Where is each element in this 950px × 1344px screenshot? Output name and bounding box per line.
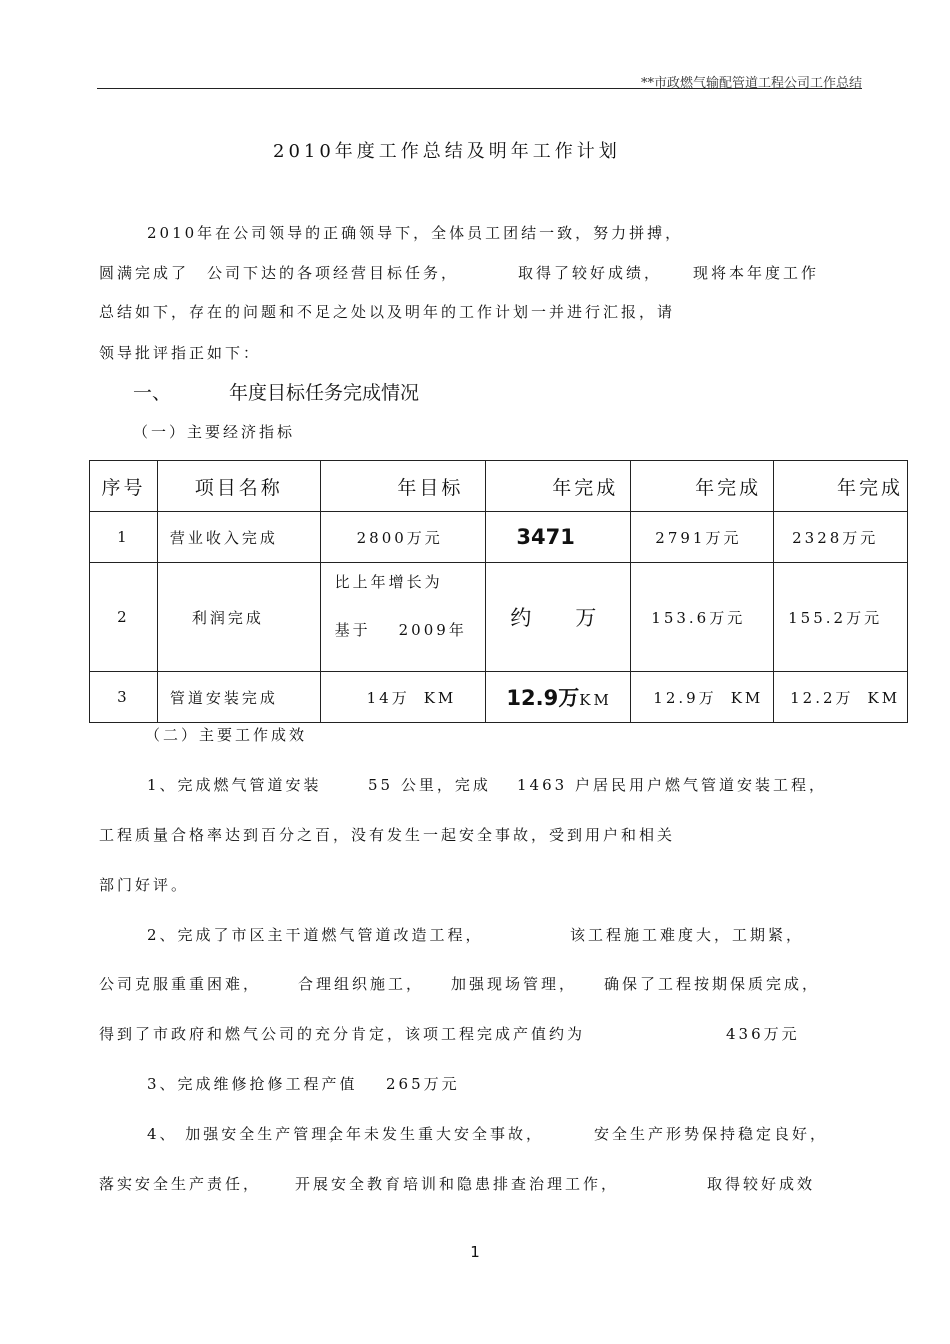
para-2f: 确保了工程按期保质完成， bbox=[604, 975, 821, 993]
completed-value: 12.9万 KM bbox=[631, 672, 774, 723]
target-value bbox=[320, 563, 486, 672]
target-line-2: 基于 2009年 bbox=[334, 621, 467, 639]
header-cell: 项目名称 bbox=[157, 461, 320, 512]
para-2d: 合理组织施工， bbox=[298, 975, 425, 993]
intro-line-2c: 取得了较好成绩， bbox=[518, 264, 663, 282]
row-number: 3 bbox=[90, 672, 158, 723]
completed-value: 12.9万KM bbox=[486, 672, 631, 723]
row-number: 2 bbox=[90, 563, 158, 672]
completed-value: 155.2万元 bbox=[774, 563, 908, 672]
completed-value: 12.2万 KM bbox=[774, 672, 908, 723]
para-2e: 加强现场管理， bbox=[451, 975, 578, 993]
target-value: 2800万元 bbox=[320, 512, 486, 563]
subsection-heading-1: （一）主要经济指标 bbox=[133, 423, 296, 441]
para-1d: 工程质量合格率达到百分之百，没有发生一起安全事故，受到用户和相关 bbox=[99, 826, 676, 844]
para-4e: 开展安全教育培训和隐患排查治理工作， bbox=[295, 1175, 620, 1193]
table-row bbox=[90, 672, 908, 723]
para-4d: 落实安全生产责任， bbox=[99, 1175, 262, 1193]
para-4c: 安全生产形势保持稳定良好， bbox=[594, 1125, 829, 1143]
intro-line-1: 2010年在公司领导的正确领导下，全体员工团结一致，努力拼搏， bbox=[147, 224, 684, 242]
para-2a: 2、完成了市区主干道燃气管道改造工程， bbox=[147, 926, 484, 944]
para-3a: 3、完成维修抢修工程产值 bbox=[147, 1075, 358, 1093]
intro-line-4: 领导批评指正如下： bbox=[99, 344, 262, 362]
completed-value-bold: 3471 bbox=[516, 525, 575, 549]
para-2h: 436万元 bbox=[726, 1025, 800, 1043]
intro-line-2a: 圆满完成了 bbox=[99, 264, 190, 282]
item-name: 营业收入完成 bbox=[157, 512, 320, 563]
completed-value bbox=[486, 512, 631, 563]
completed-value: 2328万元 bbox=[774, 512, 908, 563]
para-1a: 1、完成燃气管道安装 bbox=[147, 776, 322, 794]
para-2g: 得到了市政府和燃气公司的充分肯定，该项工程完成产值约为 bbox=[99, 1025, 586, 1043]
intro-line-2d: 现将本年度工作 bbox=[693, 264, 820, 282]
completed-value: 153.6万元 bbox=[631, 563, 774, 672]
target-line-1: 比上年增长为 bbox=[334, 573, 443, 591]
header-cell: 年完成 bbox=[631, 461, 774, 512]
subsection-heading-2: （二）主要工作成效 bbox=[145, 726, 308, 744]
completed-value: 约 万 bbox=[486, 563, 631, 672]
section-number: 一、 bbox=[133, 382, 172, 404]
para-4a: 4、 加强安全生产管理， bbox=[147, 1125, 348, 1143]
header-cell: 年目标 bbox=[320, 461, 486, 512]
targets-table bbox=[89, 460, 908, 723]
para-4f: 取得较好成效 bbox=[707, 1175, 816, 1193]
para-1b: 55 公里，完成 bbox=[368, 776, 491, 794]
header-cell: 序号 bbox=[90, 461, 158, 512]
document-title: 2010年度工作总结及明年工作计划 bbox=[273, 141, 621, 162]
para-2b: 该工程施工难度大，工期紧， bbox=[570, 926, 805, 944]
completed-value: 2791万元 bbox=[631, 512, 774, 563]
header-cell: 年完成 bbox=[486, 461, 631, 512]
item-name: 利润完成 bbox=[157, 563, 320, 672]
page-number: 1 bbox=[470, 1243, 480, 1261]
section-title: 年度目标任务完成情况 bbox=[229, 382, 420, 404]
intro-line-2b: 公司下达的各项经营目标任务， bbox=[207, 264, 460, 282]
target-value: 14万 KM bbox=[320, 672, 486, 723]
header-cell: 年完成 bbox=[774, 461, 908, 512]
table-header-row bbox=[90, 461, 908, 512]
header-rule bbox=[97, 88, 862, 89]
table-row bbox=[90, 512, 908, 563]
running-header: **市政燃气输配管道工程公司工作总结 bbox=[640, 76, 862, 91]
table-row bbox=[90, 563, 908, 672]
item-name: 管道安装完成 bbox=[157, 672, 320, 723]
intro-line-3: 总结如下，存在的问题和不足之处以及明年的工作计划一并进行汇报，请 bbox=[99, 303, 676, 321]
para-1c: 1463 户居民用户燃气管道安装工程， bbox=[517, 776, 827, 794]
para-3b: 265万元 bbox=[386, 1075, 460, 1093]
para-4b: 全年未发生重大安全事故， bbox=[328, 1125, 545, 1143]
para-1e: 部门好评。 bbox=[99, 876, 190, 894]
para-2c: 公司克服重重困难， bbox=[99, 975, 262, 993]
row-number: 1 bbox=[90, 512, 158, 563]
